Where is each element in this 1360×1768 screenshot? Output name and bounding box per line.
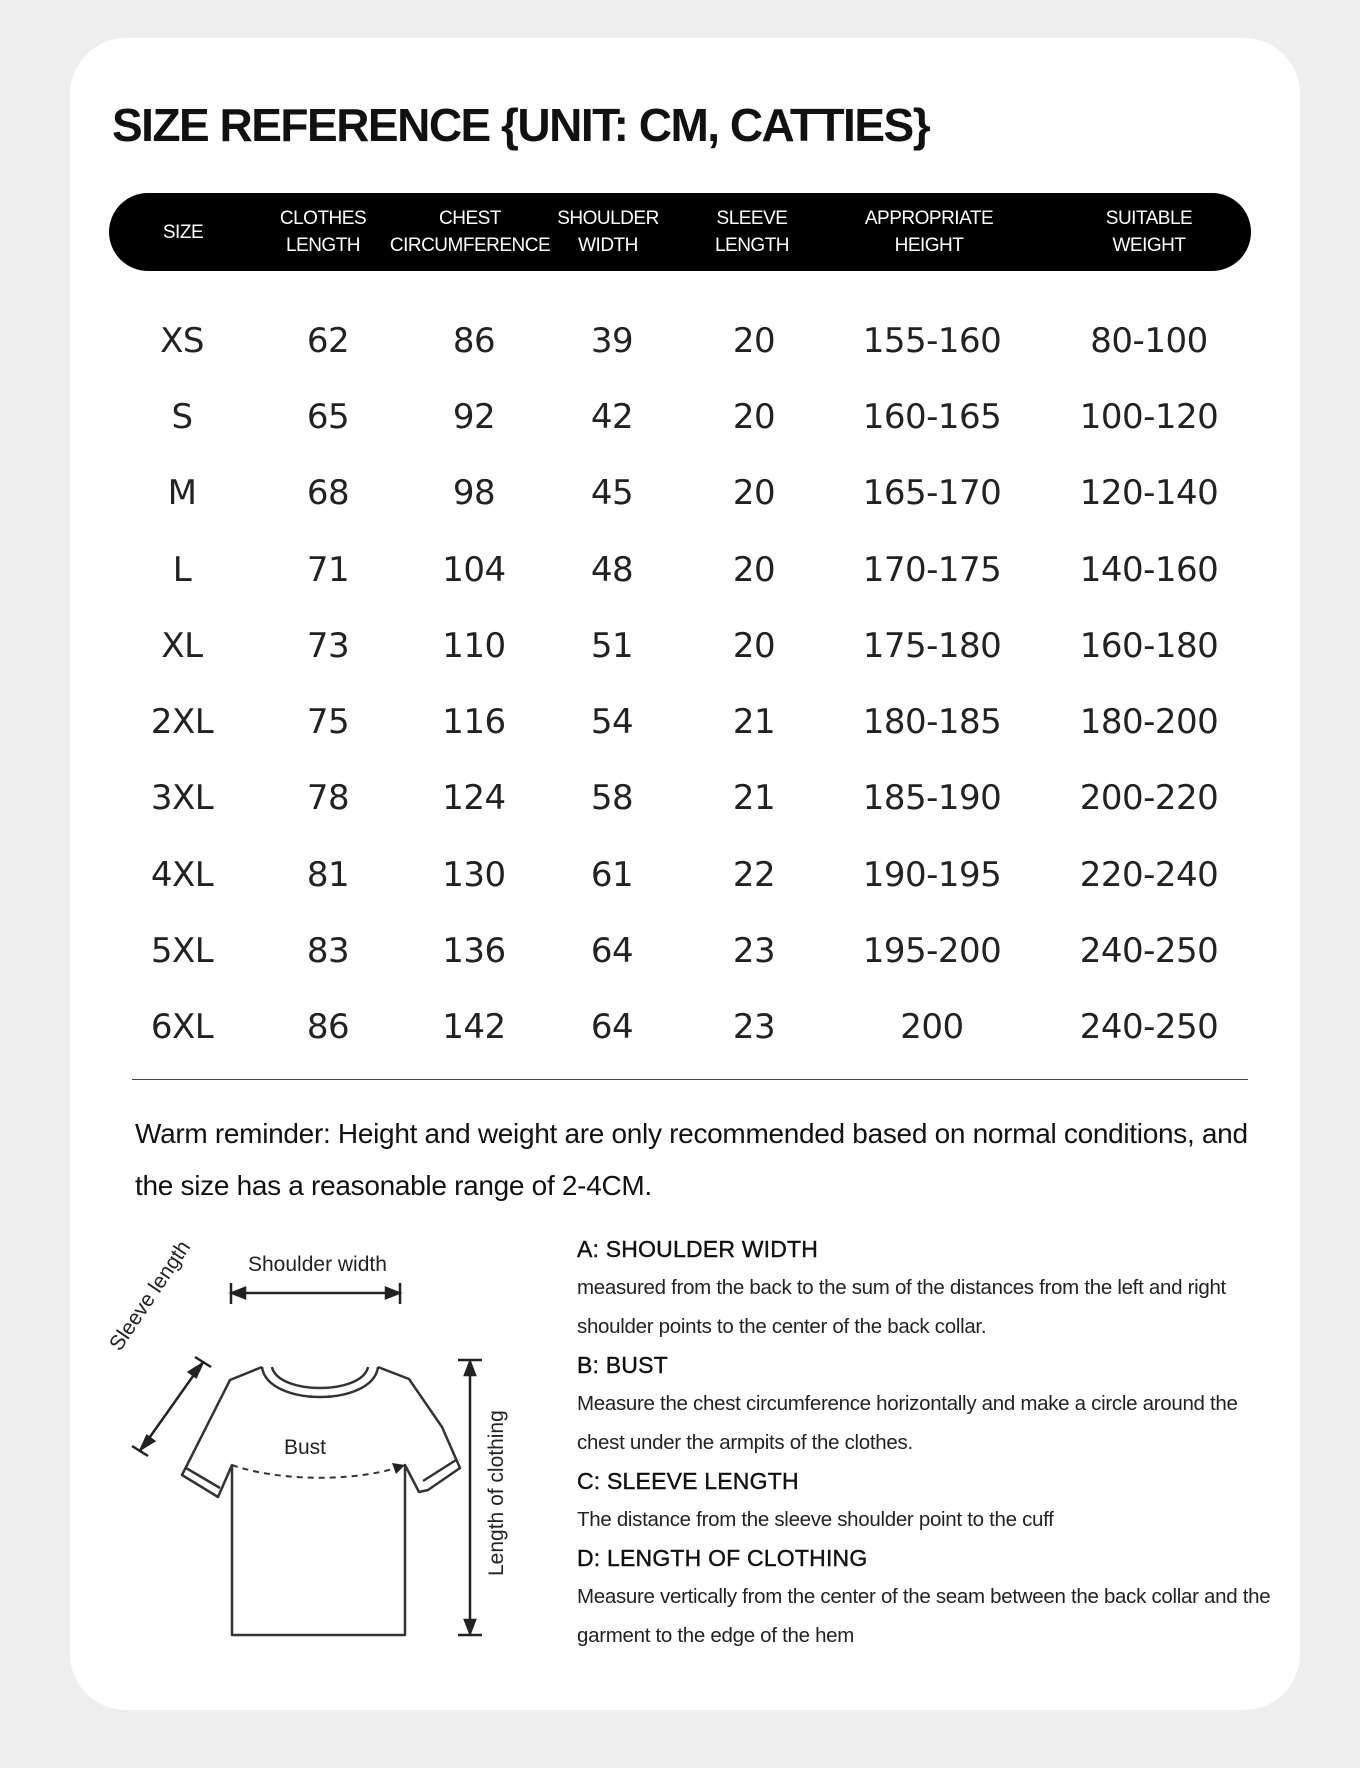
cell-height: 175-180 bbox=[862, 626, 1002, 666]
cell-sleeve: 23 bbox=[732, 931, 776, 971]
table-row bbox=[0, 387, 1360, 447]
cell-clothes-length: 68 bbox=[306, 473, 350, 513]
cell-size: L bbox=[172, 550, 192, 590]
cell-weight: 240-250 bbox=[1079, 1007, 1219, 1047]
cell-sleeve: 21 bbox=[732, 702, 776, 742]
cell-sleeve: 20 bbox=[732, 321, 776, 361]
cell-size: 3XL bbox=[150, 778, 214, 818]
cell-weight: 140-160 bbox=[1079, 550, 1219, 590]
header-line1: SHOULDER bbox=[557, 208, 659, 229]
cell-height: 170-175 bbox=[862, 550, 1002, 590]
cell-size: 5XL bbox=[150, 931, 214, 971]
cell-chest: 124 bbox=[442, 778, 506, 818]
table-row bbox=[0, 921, 1360, 981]
definition-title: B: BUST bbox=[577, 1352, 668, 1378]
cell-height: 180-185 bbox=[862, 702, 1002, 742]
definition-text: measured from the back to the sum of the distances from the left and right shoulder points to the center of the back collar. bbox=[577, 1276, 1226, 1338]
cell-height: 155-160 bbox=[862, 321, 1002, 361]
measurement-definitions bbox=[577, 1230, 1277, 1655]
cell-size: S bbox=[171, 397, 193, 437]
header-line1: APPROPRIATE bbox=[864, 208, 994, 229]
definition-item bbox=[577, 1539, 1277, 1655]
cell-clothes-length: 81 bbox=[306, 855, 350, 895]
cell-sleeve: 22 bbox=[732, 855, 776, 895]
cell-size: XS bbox=[160, 321, 204, 361]
definition-title: C: SLEEVE LENGTH bbox=[577, 1468, 799, 1494]
cell-chest: 98 bbox=[452, 473, 496, 513]
cell-height: 195-200 bbox=[862, 931, 1002, 971]
definition-title: A: SHOULDER WIDTH bbox=[577, 1236, 819, 1262]
header-line2: HEIGHT bbox=[894, 235, 964, 256]
definition-text: The distance from the sleeve shoulder point to the cuff bbox=[577, 1508, 1054, 1531]
cell-chest: 130 bbox=[442, 855, 506, 895]
header-line1: CHEST bbox=[439, 208, 501, 229]
cell-clothes-length: 71 bbox=[306, 550, 350, 590]
length-of-clothing-label: Length of clothing bbox=[485, 1410, 508, 1576]
definition-item bbox=[577, 1462, 1277, 1539]
header-clothes-length bbox=[280, 193, 366, 271]
cell-shoulder: 64 bbox=[590, 1007, 634, 1047]
header-line1: SUITABLE bbox=[1105, 208, 1193, 229]
header-line2: WEIGHT bbox=[1112, 235, 1186, 256]
cell-height: 190-195 bbox=[862, 855, 1002, 895]
cell-weight: 240-250 bbox=[1079, 931, 1219, 971]
table-row bbox=[0, 311, 1360, 371]
cell-sleeve: 20 bbox=[732, 397, 776, 437]
header-line2: CIRCUMFERENCE bbox=[389, 235, 551, 256]
table-row bbox=[0, 768, 1360, 828]
table-row bbox=[0, 540, 1360, 600]
table-row bbox=[0, 692, 1360, 752]
table-header bbox=[109, 193, 1251, 271]
cell-shoulder: 58 bbox=[590, 778, 634, 818]
page-title: SIZE REFERENCE {UNIT: CM, CATTIES} bbox=[112, 99, 930, 151]
cell-clothes-length: 86 bbox=[306, 1007, 350, 1047]
cell-sleeve: 20 bbox=[732, 473, 776, 513]
cell-weight: 160-180 bbox=[1079, 626, 1219, 666]
cell-height: 165-170 bbox=[862, 473, 1002, 513]
cell-height: 160-165 bbox=[862, 397, 1002, 437]
cell-weight: 120-140 bbox=[1079, 473, 1219, 513]
cell-chest: 136 bbox=[442, 931, 506, 971]
cell-shoulder: 54 bbox=[590, 702, 634, 742]
cell-clothes-length: 73 bbox=[306, 626, 350, 666]
cell-chest: 110 bbox=[442, 626, 506, 666]
table-row bbox=[0, 463, 1360, 523]
cell-chest: 142 bbox=[442, 1007, 506, 1047]
bust-label: Bust bbox=[284, 1436, 327, 1459]
header-chest-circumference bbox=[390, 193, 550, 271]
cell-weight: 100-120 bbox=[1079, 397, 1219, 437]
cell-chest: 116 bbox=[442, 702, 506, 742]
cell-size: 2XL bbox=[150, 702, 214, 742]
cell-shoulder: 64 bbox=[590, 931, 634, 971]
header-suitable-weight bbox=[1106, 193, 1192, 271]
cell-clothes-length: 75 bbox=[306, 702, 350, 742]
shoulder-width-label: Shoulder width bbox=[248, 1253, 387, 1276]
cell-clothes-length: 65 bbox=[306, 397, 350, 437]
cell-sleeve: 20 bbox=[732, 626, 776, 666]
header-line1: CLOTHES bbox=[279, 208, 367, 229]
cell-weight: 200-220 bbox=[1079, 778, 1219, 818]
header-shoulder-width bbox=[557, 193, 659, 271]
cell-shoulder: 48 bbox=[590, 550, 634, 590]
cell-size: 4XL bbox=[150, 855, 214, 895]
header-sleeve-length bbox=[715, 193, 789, 271]
header-line2: WIDTH bbox=[578, 235, 638, 256]
definition-title: D: LENGTH OF CLOTHING bbox=[577, 1545, 868, 1571]
definition-text: Measure the chest circumference horizontally and make a circle around the chest under the armpits of the clothes. bbox=[577, 1392, 1238, 1454]
cell-height: 185-190 bbox=[862, 778, 1002, 818]
cell-clothes-length: 83 bbox=[306, 931, 350, 971]
cell-sleeve: 23 bbox=[732, 1007, 776, 1047]
cell-chest: 86 bbox=[452, 321, 496, 361]
tshirt-measurement-diagram bbox=[100, 1236, 560, 1650]
definition-item bbox=[577, 1230, 1277, 1346]
cell-clothes-length: 62 bbox=[306, 321, 350, 361]
cell-weight: 80-100 bbox=[1090, 321, 1208, 361]
definition-item bbox=[577, 1346, 1277, 1462]
cell-shoulder: 51 bbox=[590, 626, 634, 666]
cell-size: XL bbox=[161, 626, 203, 666]
cell-shoulder: 45 bbox=[590, 473, 634, 513]
cell-clothes-length: 78 bbox=[306, 778, 350, 818]
header-line2: LENGTH bbox=[285, 235, 361, 256]
header-line2: LENGTH bbox=[714, 235, 790, 256]
header-line1: SLEEVE bbox=[716, 208, 788, 229]
cell-size: 6XL bbox=[150, 1007, 214, 1047]
cell-size: M bbox=[167, 473, 197, 513]
cell-sleeve: 21 bbox=[732, 778, 776, 818]
cell-chest: 104 bbox=[442, 550, 506, 590]
header-appropriate-height bbox=[865, 193, 993, 271]
cell-chest: 92 bbox=[452, 397, 496, 437]
table-row bbox=[0, 845, 1360, 905]
cell-shoulder: 42 bbox=[590, 397, 634, 437]
cell-height: 200 bbox=[900, 1007, 964, 1047]
cell-weight: 180-200 bbox=[1079, 702, 1219, 742]
table-row bbox=[0, 997, 1360, 1057]
table-row bbox=[0, 616, 1360, 676]
cell-shoulder: 61 bbox=[590, 855, 634, 895]
header-size bbox=[163, 193, 203, 271]
warm-reminder: Warm reminder: Height and weight are only recommended based on normal conditions, and the size has a reasonable range of 2-4CM. bbox=[135, 1118, 1248, 1201]
definition-text: Measure vertically from the center of the seam between the back collar and the garment to the edge of the hem bbox=[577, 1585, 1271, 1647]
divider bbox=[132, 1079, 1248, 1080]
sleeve-length-label: Sleeve length bbox=[105, 1236, 196, 1355]
cell-sleeve: 20 bbox=[732, 550, 776, 590]
header-size-line1: SIZE bbox=[162, 221, 204, 243]
cell-weight: 220-240 bbox=[1079, 855, 1219, 895]
cell-shoulder: 39 bbox=[590, 321, 634, 361]
